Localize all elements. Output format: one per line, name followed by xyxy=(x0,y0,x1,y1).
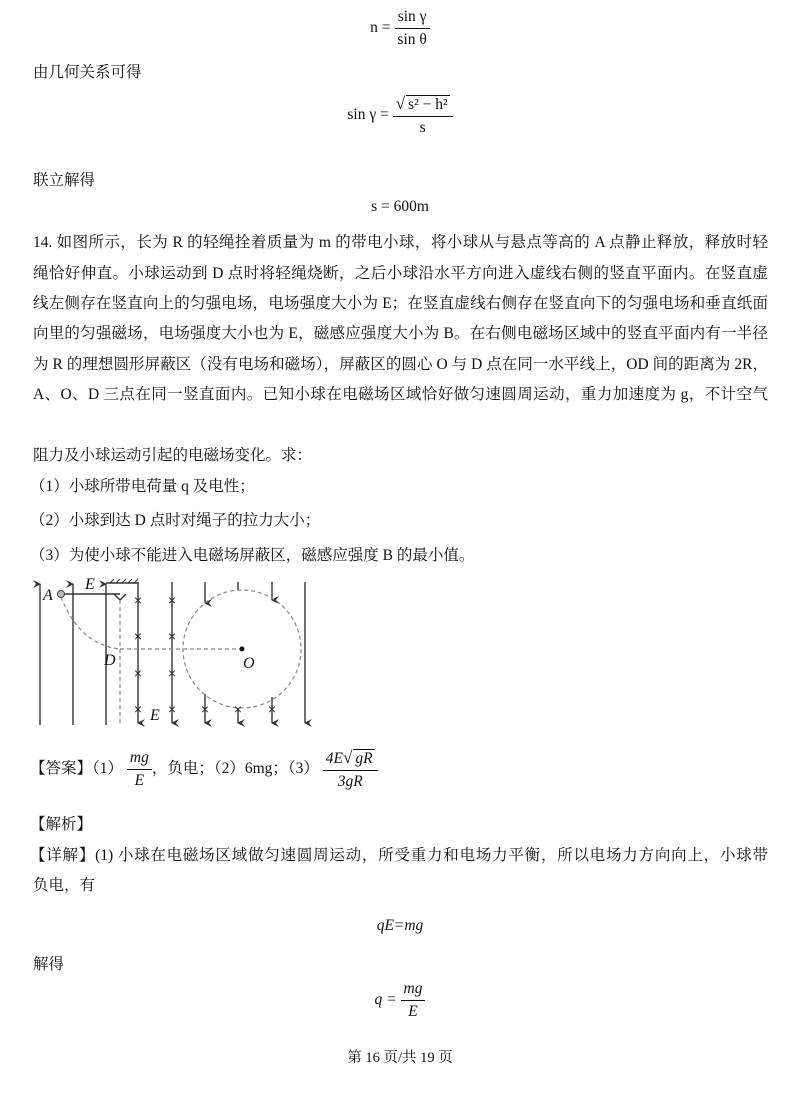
page-footer: 第 16 页/共 19 页 xyxy=(347,1050,453,1066)
svg-text:×: × xyxy=(233,701,243,717)
label-e-bottom: E xyxy=(150,707,160,724)
denominator: E xyxy=(408,1003,418,1020)
numerator: √ s² − h² xyxy=(393,94,453,117)
question-part-1: （1）小球所带电荷量 q 及电性； xyxy=(30,478,255,495)
svg-text:×: × xyxy=(167,665,177,681)
label-a: A xyxy=(43,587,53,604)
svg-text:×: × xyxy=(167,592,177,608)
svg-text:×: × xyxy=(133,665,143,681)
formula-lhs: n = xyxy=(370,19,391,37)
numerator: sin γ xyxy=(395,8,430,29)
ball xyxy=(58,591,65,598)
problem-line: 14. 如图所示，长为 R 的轻绳拴着质量为 m 的带电小球，将小球从与悬点等高的 A 点静止释放，释放时轻 xyxy=(33,234,768,251)
numerator: mg xyxy=(129,749,149,766)
formula-lhs: q = xyxy=(374,991,397,1009)
problem-line: A、O、D 三点在同一竖直面内。已知小球在电磁场区域恰好做匀速圆周运动，重力加速度为 g，不计空气 xyxy=(33,386,768,403)
detail-line: 解得 xyxy=(33,956,65,973)
svg-text:×: × xyxy=(133,628,143,644)
svg-text:×: × xyxy=(167,701,177,717)
denominator: sin θ xyxy=(397,31,427,48)
problem-line: 为 R 的理想圆形屏蔽区（没有电场和磁场），屏蔽区的圆心 O 与 D 点在同一水平线上，OD 间的距离为 2R， xyxy=(33,356,768,373)
text-solve: 联立解得 xyxy=(33,172,96,189)
formula-s: s = 600m xyxy=(371,198,429,215)
fraction: $\frac{4E√ gR}{3gR}$ xyxy=(323,748,378,791)
svg-text:×: × xyxy=(267,701,277,717)
answer-line xyxy=(30,748,378,791)
label-e-top: E xyxy=(85,576,95,593)
formula-lhs: sin γ = xyxy=(347,106,389,124)
svg-text:×: × xyxy=(133,701,143,717)
svg-text:×: × xyxy=(133,592,143,608)
label-d: D xyxy=(104,652,116,669)
denominator: s xyxy=(419,119,426,136)
label-o: O xyxy=(243,655,255,672)
root-content: gR xyxy=(355,750,373,767)
fraction xyxy=(401,980,426,1021)
problem-line: 向里的匀强磁场，电场强度大小也为 E，磁感应强度大小为 B。在右侧电磁场区域中的竖直平面内有一半径 xyxy=(33,325,768,342)
svg-text:×: × xyxy=(167,628,177,644)
svg-text:×: × xyxy=(200,701,210,717)
analysis-tag: 【解析】 xyxy=(30,816,93,833)
formula-q xyxy=(0,980,800,1021)
question-part-3: （3）为使小球不能进入电磁场屏蔽区，磁感应强度 B 的最小值。 xyxy=(30,547,475,564)
detail-line: 负电，有 xyxy=(33,877,96,894)
denominator: E xyxy=(134,772,145,789)
problem-line: 阻力及小球运动引起的电磁场变化。求： xyxy=(33,447,313,464)
fraction xyxy=(127,749,152,790)
equation: qE=mg xyxy=(376,917,424,934)
center-point xyxy=(240,647,245,652)
answer-tag: 【答案】 xyxy=(30,760,93,778)
numerator: 4E xyxy=(325,750,344,767)
text-geometry: 由几何关系可得 xyxy=(33,64,142,81)
trajectory-arc xyxy=(61,597,120,649)
problem-line: 线左侧存在竖直向上的匀强电场，电场强度大小为 E；在竖直虚线右侧存在竖直向下的匀强电场和垂直纸面 xyxy=(33,295,768,312)
denominator: 3gR xyxy=(337,773,363,790)
question-part-2: （2）小球到达 D 点时对绳子的拉力大小； xyxy=(30,512,321,529)
numerator: mg xyxy=(403,980,423,997)
answer-part: ，负电；（2）6mg；（3） xyxy=(151,760,319,778)
problem-line: 绳恰好伸直。小球运动到 D 点时将轻绳烧断，之后小球沿水平方向进入虚线右侧的竖直平面内。在竖直虚 xyxy=(33,265,768,282)
root-content: s² − h² xyxy=(408,96,448,113)
answer-part: （1） xyxy=(92,760,124,778)
pivot xyxy=(114,594,126,600)
detail-line: 【详解】(1) 小球在电磁场区域做匀速圆周运动，所受重力和电场力平衡，所以电场力方向向上，小球带 xyxy=(30,847,768,864)
